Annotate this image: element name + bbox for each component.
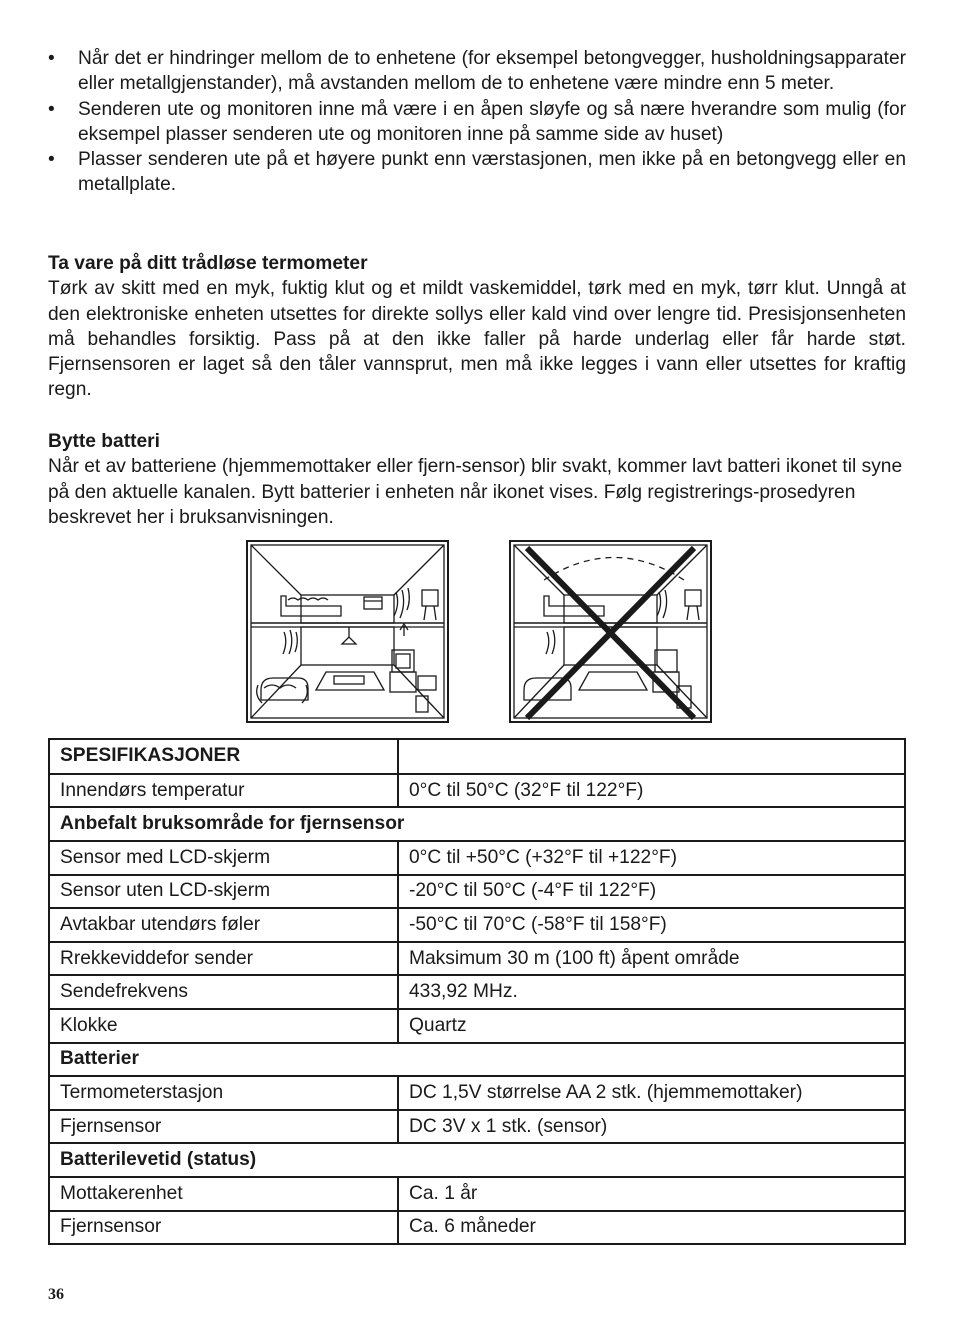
spec-value: DC 3V x 1 stk. (sensor) — [398, 1110, 905, 1144]
table-row — [49, 1211, 905, 1245]
table-row — [49, 942, 905, 976]
spec-value: Ca. 1 år — [398, 1177, 905, 1211]
spec-label: Rrekkeviddefor sender — [49, 942, 398, 976]
table-row — [49, 1177, 905, 1211]
page-number: 36 — [48, 1286, 64, 1303]
spec-value: -20°C til 50°C (-4°F til 122°F) — [398, 875, 905, 909]
spec-value: Ca. 6 måneder — [398, 1211, 905, 1245]
spec-label: Klokke — [49, 1009, 398, 1043]
spec-section-heading: Batterier — [49, 1043, 905, 1077]
care-section — [48, 251, 906, 403]
table-row — [49, 1143, 905, 1177]
list-item: • Når det er hindringer mellom de to enhetene (for eksempel betongvegger, husholdningsapparater eller metallgjenstander), må avstanden mellom de to enhetene være mindre enn 5 meter. — [48, 48, 906, 95]
spec-label: Sensor uten LCD-skjerm — [49, 875, 398, 909]
house-figure-wrong-icon — [509, 540, 712, 723]
care-heading: Ta vare på ditt trådløse termometer — [48, 253, 368, 274]
spec-value: 433,92 MHz. — [398, 975, 905, 1009]
spec-label: Sensor med LCD-skjerm — [49, 841, 398, 875]
page-content — [48, 46, 906, 1238]
table-row — [49, 739, 905, 774]
spec-label: Mottakerenhet — [49, 1177, 398, 1211]
spec-label: Innendørs temperatur — [49, 774, 398, 808]
spec-value: DC 1,5V størrelse AA 2 stk. (hjemmemottaker) — [398, 1076, 905, 1110]
spec-value: Maksimum 30 m (100 ft) åpent område — [398, 942, 905, 976]
placement-tips-list — [48, 46, 906, 198]
table-row — [49, 1110, 905, 1144]
battery-section — [48, 429, 906, 530]
tip-text: Når det er hindringer mellom de to enhetene (for eksempel betongvegger, husholdningsapparater eller metallgjenstander), må avstanden mellom de to enhetene være mindre enn 5 meter. — [78, 48, 906, 95]
tip-text: Plasser senderen ute på et høyere punkt enn værstasjonen, men ikke på en betongvegg eller en metallplate. — [78, 149, 906, 196]
spec-label: Fjernsensor — [49, 1211, 398, 1245]
spec-label: Termometerstasjon — [49, 1076, 398, 1110]
spec-value: 0°C til +50°C (+32°F til +122°F) — [398, 841, 905, 875]
table-row — [49, 807, 905, 841]
spec-value: Quartz — [398, 1009, 905, 1043]
spec-value: -50°C til 70°C (-58°F til 158°F) — [398, 908, 905, 942]
specifications-table — [48, 738, 906, 1245]
placement-figures — [48, 540, 906, 723]
spec-section-heading: Anbefalt bruksområde for fjernsensor — [49, 807, 905, 841]
house-figure-correct-icon — [246, 540, 449, 723]
spec-header-empty — [398, 739, 905, 774]
spec-label: Sendefrekvens — [49, 975, 398, 1009]
table-row — [49, 908, 905, 942]
spec-header: SPESIFIKASJONER — [49, 739, 398, 774]
table-row — [49, 1043, 905, 1077]
spec-label: Fjernsensor — [49, 1110, 398, 1144]
care-body: Tørk av skitt med en myk, fuktig klut og et mildt vaskemiddel, tørk med en myk, tørr klut. Unngå at den elektroniske enheten utsettes for direkte sollys eller kald vind over lengre tid. Presisjonsenheten må behandles forsiktig. Pass på at den ikke faller på harde underlag eller får harde støt. Fjernsensoren er laget så den tåler vannsprut, men må ikke legges i vann eller utsettes for kraftig regn. — [48, 278, 906, 401]
table-row — [49, 1076, 905, 1110]
table-row — [49, 875, 905, 909]
spec-section-heading: Batterilevetid (status) — [49, 1143, 905, 1177]
list-item: • Senderen ute og monitoren inne må være i en åpen sløyfe og så nære hverandre som mulig (for eksempel plasser senderen ute og monitoren inne på samme side av huset) — [48, 98, 906, 145]
battery-heading: Bytte batteri — [48, 431, 160, 452]
spec-value: 0°C til 50°C (32°F til 122°F) — [398, 774, 905, 808]
table-row — [49, 1009, 905, 1043]
tip-text: Senderen ute og monitoren inne må være i en åpen sløyfe og så nære hverandre som mulig (for eksempel plasser senderen ute og monitoren inne på samme side av huset) — [78, 98, 906, 145]
table-row — [49, 774, 905, 808]
spec-label: Avtakbar utendørs føler — [49, 908, 398, 942]
battery-body: Når et av batteriene (hjemmemottaker eller fjern-sensor) blir svakt, kommer lavt batteri ikonet til syne på den aktuelle kanalen. Bytt batterier i enheten når ikonet vises. Følg registrerings-prosedyren beskrevet her i bruksanvisningen. — [48, 456, 903, 528]
table-row — [49, 975, 905, 1009]
table-row — [49, 841, 905, 875]
list-item: • Plasser senderen ute på et høyere punkt enn værstasjonen, men ikke på en betongvegg eller en metallplate. — [48, 149, 906, 196]
